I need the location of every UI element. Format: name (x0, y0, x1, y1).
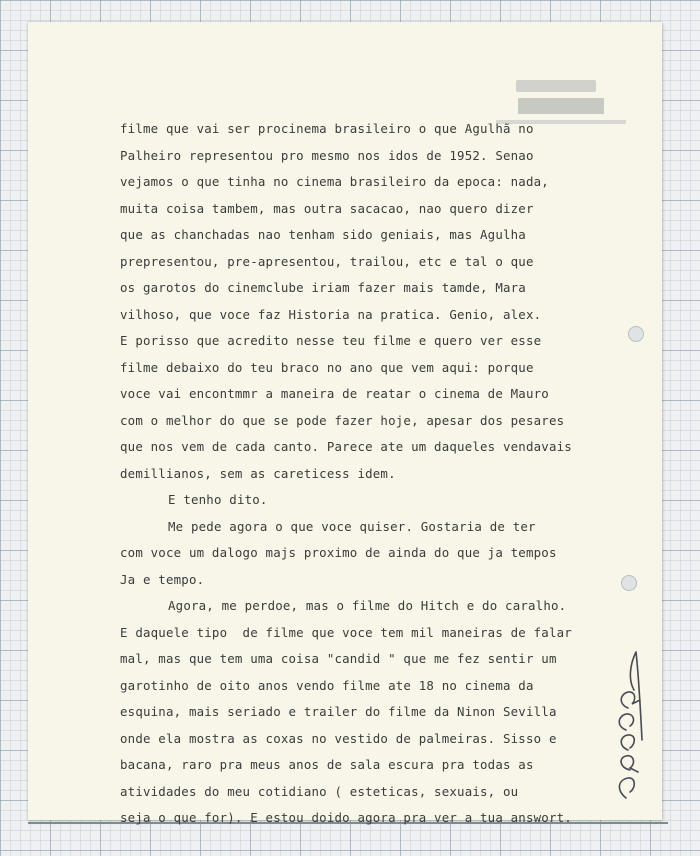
text-line: E tenho dito. (168, 492, 268, 507)
text-line: Agora, me perdoe, mas o filme do Hitch e do caralho. (168, 598, 567, 613)
text-line: com voce um dalogo majs proximo de ainda do que ja tempos (120, 545, 557, 560)
handwritten-signature (586, 640, 646, 810)
letter-body (120, 116, 640, 832)
text-line: com o melhor do que se pode fazer hoje, apesar dos pesares (120, 412, 565, 428)
text-line: E daquele tipo de filme que voce tem mil maneiras de falar (120, 624, 572, 640)
text-line: mal, mas que tem uma coisa "candid " que me fez sentir um (120, 651, 557, 666)
text-line: Me pede agora o que voce quiser. Gostaria de ter (168, 518, 536, 534)
text-line: vejamos o que tinha no cinema brasileiro da epoca: nada, (120, 174, 549, 189)
text-line: voce vai encontmmr a maneira de reatar o cinema de Mauro (120, 386, 549, 401)
text-line: garotinho de oito anos vendo filme ate 18 no cinema da (120, 677, 534, 693)
text-line: Ja e tempo. (120, 571, 205, 587)
text-line: muita coisa tambem, mas outra sacacao, nao quero dizer (120, 200, 534, 216)
text-line: filme que vai ser procinema brasileiro o que Agulhã no (120, 121, 534, 136)
text-line: que nos vem de cada canto. Parece ate um daqueles vendavais (120, 439, 572, 454)
text-line: Palheiro representou pro mesmo nos idos de 1952. Senao (120, 147, 534, 163)
text-line: os garotos do cinemclube iriam fazer mais tamde, Mara (120, 280, 526, 295)
text-line: atividades do meu cotidiano ( esteticas, sexuais, ou (120, 783, 519, 799)
text-line: seja o que for). E estou doido agora pra ver a tua answort. (120, 810, 572, 825)
text-line: onde ela mostra as coxas no vestido de palmeiras. Sisso e (120, 730, 557, 746)
text-line: demillianos, sem as careticess idem. (120, 465, 396, 481)
text-line: que as chanchadas nao tenham sido geniais, mas Agulha (120, 227, 526, 242)
text-line: filme debaixo do teu braco no ano que vem aqui: porque (120, 359, 534, 375)
text-line: E porisso que acredito nesse teu filme e quero ver esse (120, 333, 542, 348)
text-line: esquina, mais seriado e trailer do filme da Ninon Sevilla (120, 704, 557, 719)
text-line: bacana, raro pra meus anos de sala escura pra todas as (120, 757, 534, 772)
text-line: prepresentou, pre-apresentou, trailou, etc e tal o que (120, 253, 534, 269)
text-line: vilhoso, que voce faz Historia na pratica. Genio, alex. (120, 306, 542, 322)
